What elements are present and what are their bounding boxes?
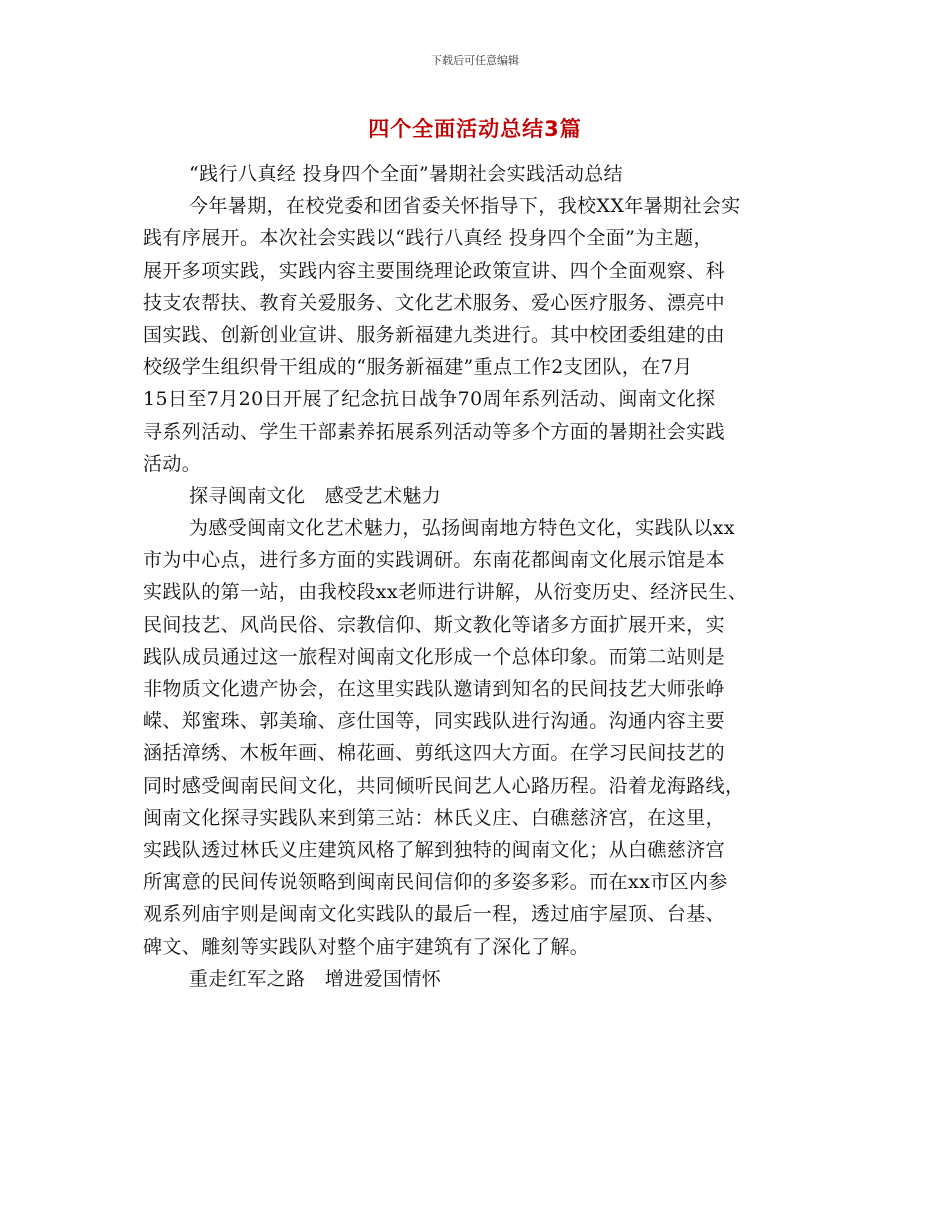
paragraph-line: 闽南文化探寻实践队来到第三站：林氏义庄、白礁慈济宫，在这里， [143,806,726,829]
paragraph-line: 涵括漳绣、木板年画、棉花画、剪纸这四大方面。在学习民间技艺的 [143,742,726,765]
paragraph-line: 国实践、创新创业宣讲、服务新福建九类进行。其中校团委组建的由 [143,323,726,346]
document-body [143,158,813,995]
paragraph-line: 践有序展开。本次社会实践以“践行八真经 投身四个全面”为主题， [143,227,713,250]
paragraph-first-line: 今年暑期，在校党委和团省委关怀指导下，我校XX年暑期社会实 [189,195,741,218]
paragraph-line: 民间技艺、风尚民俗、宗教信仰、斯文教化等诸多方面扩展开来，实 [143,613,726,636]
paragraph-first-line: 为感受闽南文化艺术魅力，弘扬闽南地方特色文化，实践队以xx [189,517,736,540]
paragraph-line: 展开多项实践，实践内容主要围绕理论政策宣讲、四个全面观察、科 [143,259,726,282]
page-header: 下载后可任意编辑 [431,54,519,67]
paragraph-line: 所寓意的民间传说领略到闽南民间信仰的多姿多彩。而在xx市区内参 [143,871,728,894]
paragraph-line: 实践队透过林氏义庄建筑风格了解到独特的闽南文化；从白礁慈济宫 [143,838,726,861]
paragraph-line: 实践队的第一站，由我校段xx老师进行讲解，从衍变历史、经济民生、 [143,581,748,604]
paragraph-line: 寻系列活动、学生干部素养拓展系列活动等多个方面的暑期社会实践 [143,420,726,443]
paragraph-line: 校级学生组织骨干组成的“服务新福建”重点工作2支团队，在7月 [143,356,693,379]
paragraph-line: 碑文、雕刻等实践队对整个庙宇建筑有了深化了解。 [143,935,590,958]
paragraph-line: 观系列庙宇则是闽南文化实践队的最后一程，透过庙宇屋顶、台基、 [143,903,726,926]
paragraph-first-line: 探寻闽南文化 感受艺术魅力 [189,484,442,507]
paragraph-line: 15日至7月20日开展了纪念抗日战争70周年系列活动、闽南文化探 [143,388,716,411]
paragraph-line: 活动。 [143,452,202,475]
paragraph-line: 践队成员通过这一旅程对闽南文化形成一个总体印象。而第二站则是 [143,645,726,668]
paragraph-line: 嵘、郑蜜珠、郭美瑜、彦仕国等，同实践队进行沟通。沟通内容主要 [143,710,726,733]
paragraph-line: 市为中心点，进行多方面的实践调研。东南花都闽南文化展示馆是本 [143,549,726,572]
paragraph-line: 技支农帮扶、教育关爱服务、文化艺术服务、爱心医疗服务、漂亮中 [143,291,726,314]
document-title: 四个全面活动总结3篇 [368,117,582,141]
paragraph-first-line: “践行八真经 投身四个全面”暑期社会实践活动总结 [189,163,624,185]
paragraph-first-line: 重走红军之路 增进爱国情怀 [189,967,442,990]
paragraph-line: 非物质文化遗产协会，在这里实践队邀请到知名的民间技艺大师张峥 [143,678,726,700]
paragraph-line: 同时感受闽南民间文化，共同倾听民间艺人心路历程。沿着龙海路线， [143,774,745,797]
